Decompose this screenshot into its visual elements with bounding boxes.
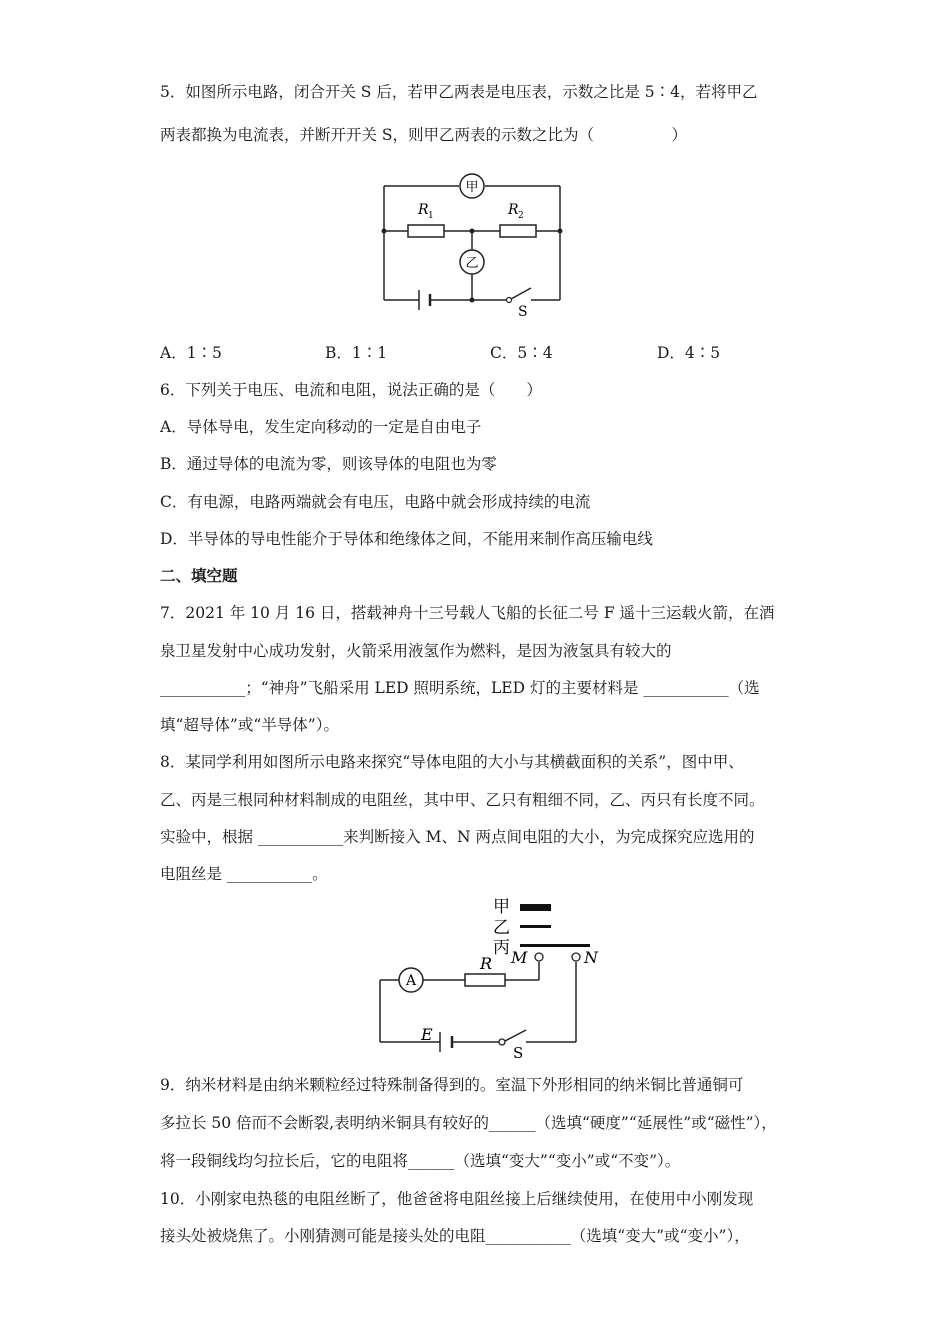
q9-line-3: 将一段铜线均匀拉长后，它的电阻将______（选填“变大”“变小”或“不变”）。 — [160, 1152, 681, 1170]
svg-text:乙: 乙 — [493, 918, 510, 938]
q6-option-a: A．导体导电，发生定向移动的一定是自由电子 — [160, 418, 482, 436]
svg-text:M: M — [511, 948, 528, 967]
q8-line-3: 实验中，根据 ___________来判断接入 M、N 两点间电阻的大小，为完成探究应选用的 — [160, 828, 755, 846]
svg-text:乙: 乙 — [465, 256, 479, 271]
svg-text:2: 2 — [518, 211, 524, 221]
q6-option-c: C．有电源，电路两端就会有电压，电路中就会形成持续的电流 — [160, 493, 591, 511]
q7-line-1: 7．2021 年 10 月 16 日，搭载神舟十三号载人飞船的长征二号 F 遥十三运载火箭，在酒 — [160, 604, 775, 622]
meter-jia — [460, 174, 484, 198]
svg-text:E: E — [421, 1025, 433, 1044]
terminal-m — [510, 948, 543, 967]
switch-s — [507, 288, 532, 320]
svg-text:甲: 甲 — [493, 897, 510, 917]
resistor-r2 — [500, 202, 536, 237]
q6-option-b: B．通过导体的电流为零，则该导体的电阻也为零 — [160, 455, 497, 473]
meter-yi — [460, 250, 484, 274]
section-heading: 二、填空题 — [160, 566, 238, 585]
q8-circuit-diagram — [375, 892, 598, 1062]
q5-line-1: 5．如图所示电路，闭合开关 S 后，若甲乙两表是电压表，示数之比是 5∶4，若将甲乙 — [160, 83, 758, 101]
q5-option-a: A．1∶5 — [160, 344, 222, 362]
q10-line-1: 10．小刚家电热毯的电阻丝断了，他爸爸将电阻丝接上后继续使用，在使用中小刚发现 — [160, 1190, 754, 1208]
ammeter-a — [399, 968, 423, 992]
svg-text:R: R — [480, 954, 493, 973]
q9-line-2: 多拉长 50 倍而不会断裂,表明纳米铜具有较好的______（选填“硬度”“延展性”或“磁性”）， — [160, 1114, 777, 1132]
svg-text:甲: 甲 — [465, 180, 479, 195]
svg-text:R: R — [418, 202, 429, 218]
q7-line-3: ___________；“神舟”飞船采用 LED 照明系统，LED 灯的主要材料是 ___________（选 — [160, 679, 760, 697]
q5-circuit-diagram — [375, 170, 575, 320]
q7-line-4: 填“超导体”或“半导体”）。 — [160, 716, 339, 734]
q5-line-2: 两表都换为电流表，并断开开关 S，则甲乙两表的示数之比为（ ） — [160, 126, 688, 144]
q5-option-c: C．5∶4 — [490, 344, 553, 362]
svg-text:S: S — [518, 304, 528, 320]
battery-symbol — [419, 290, 430, 310]
q6-stem: 6．下列关于电压、电流和电阻，说法正确的是（ ） — [160, 381, 542, 399]
resistor-r1 — [408, 202, 444, 237]
svg-text:丙: 丙 — [493, 938, 510, 958]
q8-line-4: 电阻丝是 ___________。 — [160, 865, 328, 883]
switch-s — [499, 1030, 526, 1062]
q6-option-d: D．半导体的导电性能介于导体和绝缘体之间，不能用来制作高压输电线 — [160, 530, 653, 548]
q8-line-2: 乙、丙是三根同种材料制成的电阻丝，其中甲、乙只有粗细不同，乙、丙只有长度不同。 — [160, 791, 765, 809]
svg-text:N: N — [584, 948, 598, 967]
svg-text:S: S — [513, 1044, 524, 1062]
svg-text:1: 1 — [428, 211, 434, 221]
battery-e — [420, 1025, 452, 1052]
q10-line-2: 接头处被烧焦了。小刚猜测可能是接头处的电阻___________（选填“变大”或“变小”）， — [160, 1227, 750, 1245]
svg-text:A: A — [405, 973, 417, 989]
svg-text:R: R — [508, 202, 519, 218]
q5-option-b: B．1∶1 — [325, 344, 388, 362]
q8-line-1: 8．某同学利用如图所示电路来探究“导体电阻的大小与其横截面积的关系”，图中甲、 — [160, 753, 744, 771]
q5-option-d: D．4∶5 — [657, 344, 721, 362]
resistance-wires — [520, 904, 590, 947]
q7-line-2: 泉卫星发射中心成功发射，火箭采用液氢作为燃料，是因为液氢具有较大的 — [160, 642, 672, 660]
resistor-r — [465, 954, 505, 986]
q9-line-1: 9．纳米材料是由纳米颗粒经过特殊制备得到的。室温下外形相同的纳米铜比普通铜可 — [160, 1076, 744, 1094]
